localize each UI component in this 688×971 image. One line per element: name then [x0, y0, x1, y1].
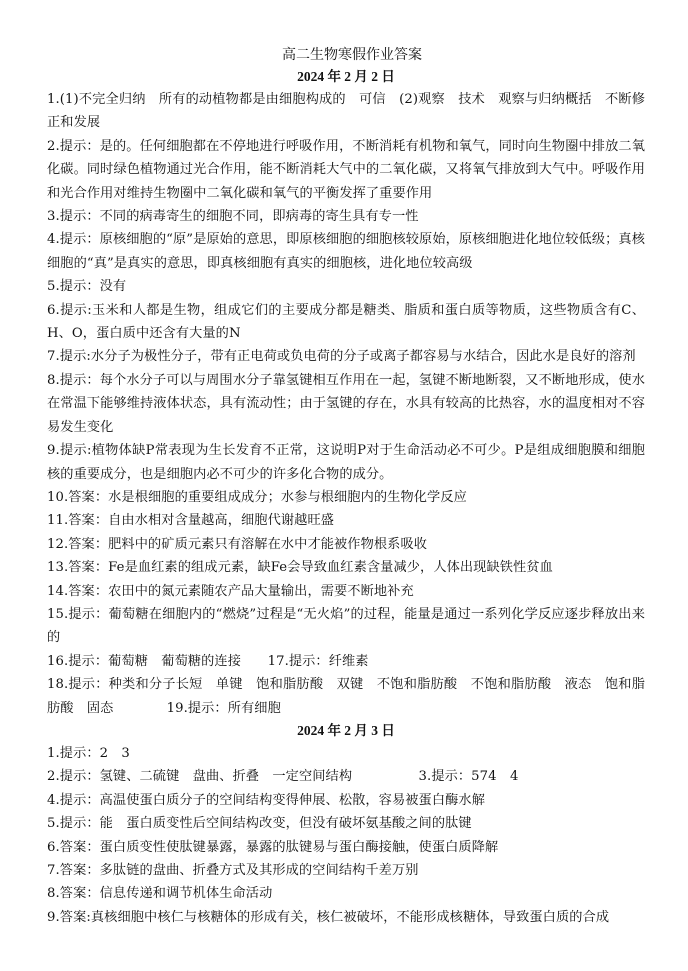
answer-item: 18.提示：种类和分子长短 单键 饱和脂肪酸 双键 不饱和脂肪酸 不饱和脂肪酸 液态 饱和脂肪酸 固态 19.提示：所有细胞 [47, 677, 645, 716]
answer-item: 7.提示:水分子为极性分子，带有正电荷或负电荷的分子或离子都容易与水结合，因此水是良好的溶剂 [47, 349, 636, 365]
answer-item: 14.答案：农田中的氮元素随农产品大量输出，需要不断地补充 [47, 583, 414, 599]
answer-item: 1.(1)不完全归纳 所有的动植物都是由细胞构成的 可信 (2)观察 技术 观察与归纳概括 不断修正和发展 [47, 92, 645, 131]
answer-item: 8.提示：每个水分子可以与周围水分子靠氢键相互作用在一起，氢键不断地断裂，又不断地形成，使水在常温下能够维持液体状态，具有流动性；由于氢键的存在，水具有较高的比热容，水的温度相对不容易发生变化 [47, 372, 645, 435]
answer-item: 4.提示：高温使蛋白质分子的空间结构变得伸展、松散，容易被蛋白酶水解 [47, 792, 485, 808]
answer-item: 4.提示：原核细胞的“原”是原始的意思，即原核细胞的细胞核较原始，原核细胞进化地位较低级；真核细胞的“真”是真实的意思，即真核细胞有真实的细胞核，进化地位较高级 [47, 232, 645, 271]
answer-item: 3.提示：不同的病毒寄生的细胞不同，即病毒的寄生具有专一性 [47, 209, 419, 225]
answer-item: 2.提示：是的。任何细胞都在不停地进行呼吸作用，不断消耗有机物和氧气，同时向生物圈中排放二氧化碳。同时绿色植物通过光合作用，能不断消耗大气中的二氧化碳，又将氧气排放到大气中。呼吸作用和光合作用对维持生物圈中二氧化碳和氧气的平衡发挥了重要作用 [47, 138, 645, 201]
answer-item: 7.答案：多肽链的盘曲、折叠方式及其形成的空间结构千差万别 [47, 863, 419, 878]
answer-item: 1.提示：2 3 [47, 745, 130, 761]
answer-item: 6.提示:玉米和人都是生物，组成它们的主要成分都是糖类、脂质和蛋白质等物质，这些物质含有C、H、O，蛋白质中还含有大量的N [47, 302, 645, 342]
document-page [47, 44, 645, 929]
answer-item: 2.提示：氢键、二硫键 盘曲、折叠 一定空间结构 3.提示：574 4 [47, 769, 519, 785]
answer-item: 10.答案：水是根细胞的重要组成成分；水参与根细胞内的生物化学反应 [47, 489, 467, 505]
answer-item: 8.答案：信息传递和调节机体生命活动 [47, 886, 273, 902]
section-date: 2024 年 2 月 3 日 [297, 722, 395, 738]
answer-item: 11.答案：自由水相对含量越高，细胞代谢越旺盛 [47, 513, 335, 529]
answer-item: 9.提示:植物体缺P常表现为生长发育不正常，这说明P对于生命活动必不可少。P是组成细胞膜和细胞核的重要成分，也是细胞内必不可少的许多化合物的成分。 [47, 443, 645, 482]
answer-item: 16.提示：葡萄糖 葡萄糖的连接 17.提示：纤维素 [47, 653, 369, 669]
section-date: 2024 年 2 月 2 日 [297, 69, 395, 84]
answer-item: 12.答案：肥料中的矿质元素只有溶解在水中才能被作物根系吸收 [47, 536, 428, 552]
answer-item: 6.答案：蛋白质变性使肽键暴露，暴露的肽键易与蛋白酶接触，使蛋白质降解 [47, 839, 499, 855]
section-feb-2 [47, 66, 645, 720]
answer-item: 9.答案:真核细胞中核仁与核糖体的形成有关，核仁被破坏，不能形成核糖体，导致蛋白质的合成 [47, 909, 610, 925]
answer-item: 13.答案：Fe是血红素的组成元素，缺Fe会导致血红素含量减少，人体出现缺铁性贫血 [47, 560, 553, 576]
answer-item: 15.提示：葡萄糖在细胞内的“燃烧”过程是“无火焰”的过程，能量是通过一系列化学反应逐步释放出来的 [47, 606, 645, 646]
answer-item: 5.提示：没有 [47, 279, 127, 295]
answer-item: 5.提示：能 蛋白质变性后空间结构改变，但没有破坏氨基酸之间的肽键 [47, 816, 472, 832]
document-title: 高二生物寒假作业答案 [282, 47, 422, 63]
section-feb-3 [47, 720, 645, 929]
